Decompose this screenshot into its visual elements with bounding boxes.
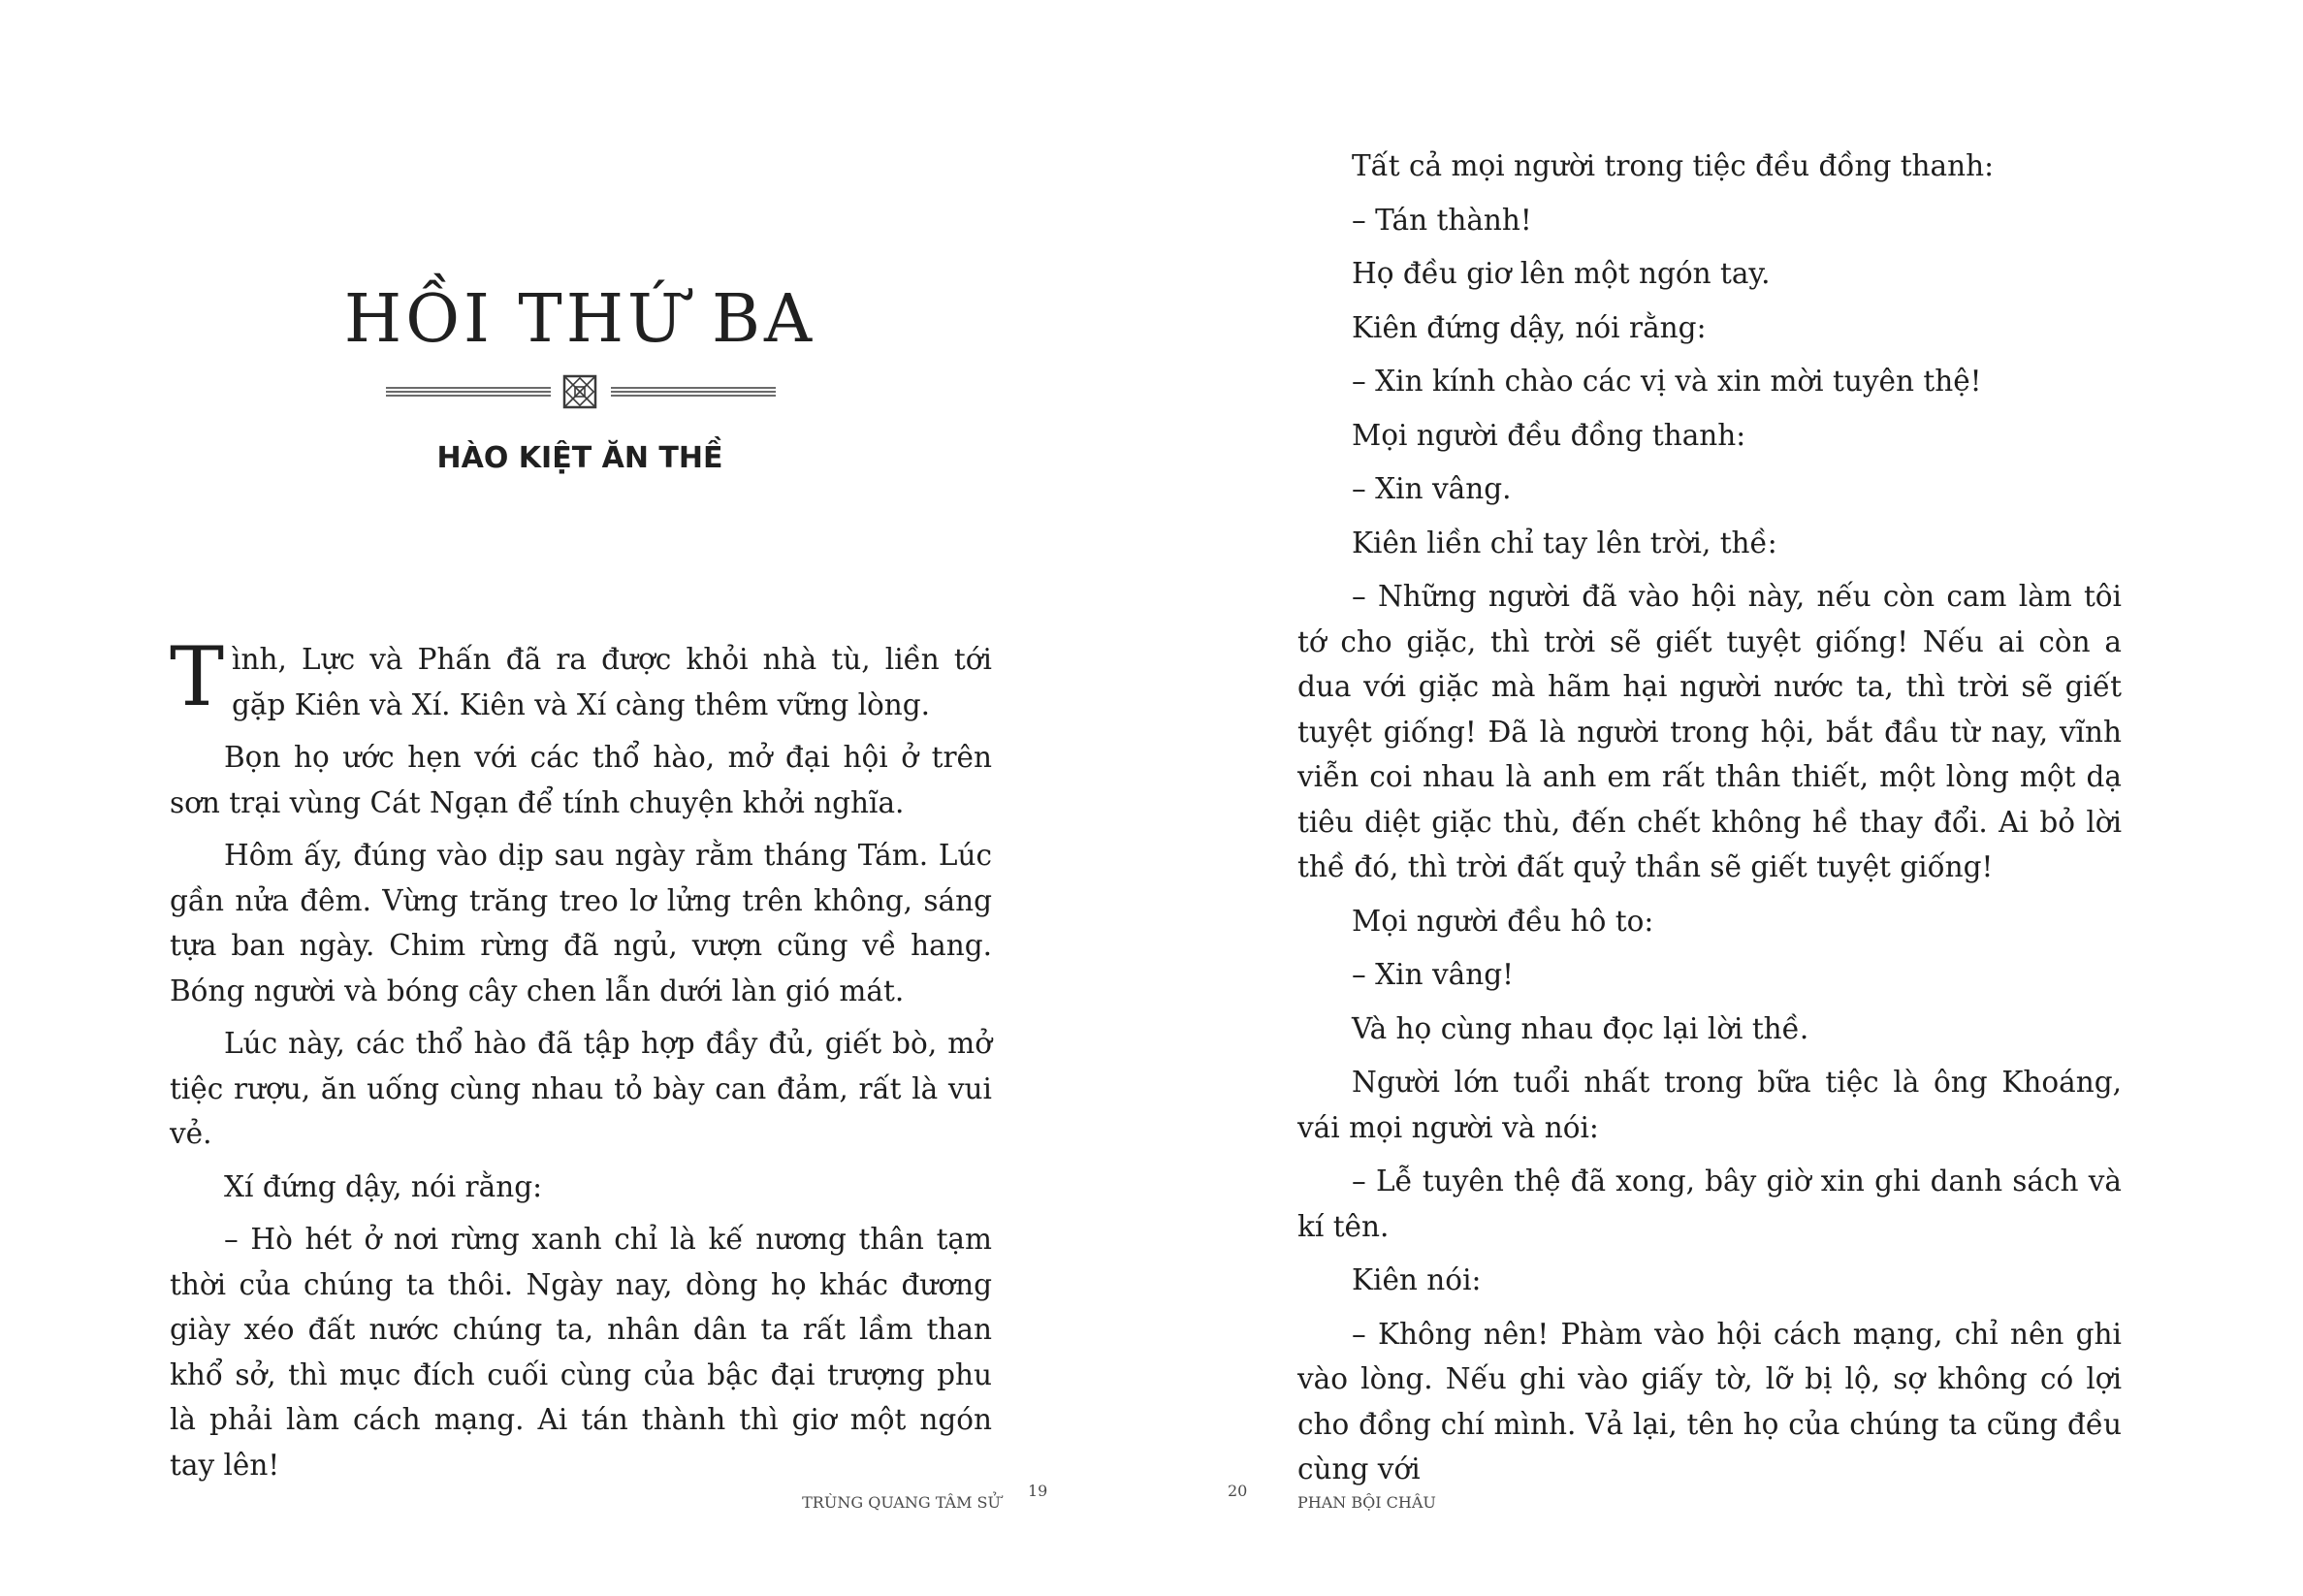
chapter-title: HỒI THỨ BA [343, 281, 816, 358]
paragraph: Tất cả mọi người trong tiệc đều đồng thanh: [1352, 149, 1995, 182]
running-title: PHAN BỘI CHÂU [1297, 1493, 1436, 1512]
paragraph: Và họ cùng nhau đọc lại lời thề. [1352, 1011, 1809, 1045]
paragraph: – Lễ tuyên thệ đã xong, bây giờ xin ghi danh sách và kí tên. [1297, 1165, 2122, 1243]
paragraph-text: ình, Lực và Phấn đã ra được khỏi nhà tù, liền tới gặp Kiên và Xí. Kiên và Xí càng thêm vững lòng. [232, 643, 992, 721]
running-title: TRÙNG QUANG TÂM SỬ [802, 1493, 1001, 1512]
paragraph: Xí đứng dậy, nói rằng: [224, 1169, 543, 1203]
page-number: 19 [1028, 1482, 1048, 1500]
paragraph [170, 629, 992, 727]
right-page [1152, 0, 2303, 1596]
paragraph: Họ đều giơ lên một ngón tay. [1352, 257, 1771, 290]
paragraph: Kiên nói: [1352, 1263, 1482, 1296]
paragraph: Người lớn tuổi nhất trong bữa tiệc là ông Khoáng, vái mọi người và nói: [1297, 1066, 2122, 1144]
paragraph: Kiên liền chỉ tay lên trời, thề: [1352, 526, 1777, 559]
paragraph: – Xin kính chào các vị và xin mời tuyên thệ! [1352, 365, 1982, 398]
paragraph: Lúc này, các thổ hào đã tập hợp đầy đủ, giết bò, mở tiệc rượu, ăn uống cùng nhau tỏ bày can đảm, rất là vui vẻ. [170, 1027, 992, 1150]
paragraph: Bọn họ ước hẹn với các thổ hào, mở đại hội ở trên sơn trại vùng Cát Ngạn để tính chuyện khởi nghĩa. [170, 741, 992, 819]
left-page [0, 0, 1151, 1596]
paragraph: – Những người đã vào hội này, nếu còn cam làm tôi tớ cho giặc, thì trời sẽ giết tuyệt giống! Nếu ai còn a dua với giặc mà hãm hại người nước ta, thì trời sẽ giết tuyệt giống! Đã là người trong hội, bắt đầu từ nay, vĩnh viễn coi nhau là anh em rất thân thiết, một lòng một dạ tiêu diệt giặc thù, đến chết không hề thay đổi. Ai bỏ lời thề đó, thì trời đất quỷ thần sẽ giết tuyệt giống! [1297, 580, 2122, 883]
drop-cap: T [170, 629, 225, 724]
paragraph: – Hò hét ở nơi rừng xanh chỉ là kế nương thân tạm thời của chúng ta thôi. Ngày nay, dòng họ khác đương giày xéo đất nước chúng ta, nhân dân ta rất lầm than khổ sở, thì mục đích cuối cùng của bậc đại trượng phu là phải làm cách mạng. Ai tán thành thì giơ một ngón tay lên! [170, 1223, 992, 1482]
chapter-subtitle: HÀO KIỆT ĂN THỀ [436, 441, 723, 475]
right-body-text [1297, 144, 2122, 1492]
paragraph: – Tán thành! [1352, 203, 1532, 237]
paragraph: Kiên đứng dậy, nói rằng: [1352, 310, 1707, 344]
paragraph: – Xin vâng. [1352, 472, 1512, 505]
page-number: 20 [1228, 1482, 1248, 1500]
paragraph: Hôm ấy, đúng vào dịp sau ngày rằm tháng Tám. Lúc gần nửa đêm. Vừng trăng treo lơ lửng trên không, sáng tựa ban ngày. Chim rừng đã ngủ, vượn cũng về hang. Bóng người và bóng cây chen lẫn dưới làn gió mát. [170, 839, 992, 1007]
left-body-text [170, 629, 992, 1487]
paragraph: Mọi người đều hô to: [1352, 904, 1654, 938]
paragraph: – Xin vâng! [1352, 958, 1514, 991]
paragraph: – Không nên! Phàm vào hội cách mạng, chỉ nên ghi vào lòng. Nếu ghi vào giấy tờ, lỡ bị lộ, sợ không có lợi cho đồng chí mình. Vả lại, tên họ của chúng ta cũng đều cùng với [1297, 1317, 2122, 1485]
chapter-ornament [386, 374, 776, 409]
paragraph: Mọi người đều đồng thanh: [1352, 418, 1746, 452]
